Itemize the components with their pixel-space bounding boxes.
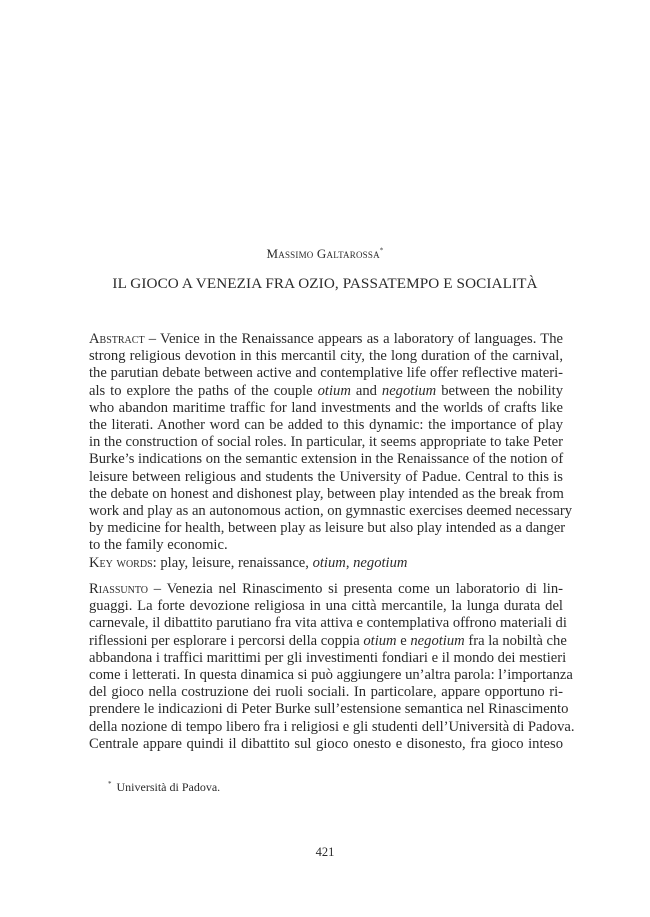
abstract-line: leisure between religious and students the University of Padue. Central to this is	[89, 468, 563, 485]
abstract-label: Abstract	[89, 331, 145, 347]
footnote-text: Università di Padova.	[116, 780, 221, 794]
abstract-line: in the construction of social roles. In particular, it seems appropriate to take Peter	[89, 434, 563, 451]
abstract-line: by medicine for health, between play as leisure but also play intended as a danger	[89, 520, 566, 537]
riassunto-line: guaggi. La forte devozione religiosa in una città mercantile, la lunga durata del	[89, 598, 563, 615]
riassunto-line: prendere le indicazioni di Peter Burke sull’estensione semantica nel Rinascimento	[89, 701, 569, 718]
footnote-marker: *	[108, 780, 112, 788]
author-name-text: Massimo Galtarossa	[266, 246, 380, 261]
abstract-line: to the family economic.	[89, 537, 228, 554]
abstract-line: who abandon maritime traffic for land investments and the worlds of crafts like	[89, 399, 563, 416]
keywords-line: Key words: play, leisure, renaissance, otium, negotium	[89, 555, 408, 571]
keywords-label: Key words	[89, 555, 153, 571]
riassunto-line: della nozione di tempo libero fra i religiosi e gli studenti dell’Università di Padova.	[89, 718, 575, 735]
author-footnote-marker: *	[379, 246, 384, 255]
riassunto-line: Centrale appare quindi il dibattito sul gioco onesto e disonesto, fra gioco inteso	[89, 735, 563, 752]
riassunto-line: del gioco nella costruzione dei ruoli sociali. In particolare, appare opportuno ri-	[89, 684, 563, 701]
page-number: 421	[315, 845, 335, 859]
footnote	[108, 780, 220, 795]
riassunto-label: Riassunto	[89, 581, 149, 597]
riassunto-paragraph	[89, 581, 575, 753]
abstract-line: Burke’s indications on the semantic extension in the Renaissance of the notion of	[89, 451, 564, 468]
abstract-line: the debate on honest and dishonest play, between play intended as the break from	[89, 485, 564, 502]
abstract-line: the literati. Another word can be added to this dynamic: the importance of play	[89, 417, 563, 434]
abstract-line: work and play as an autonomous action, on gymnastic exercises deemed necessary	[89, 503, 573, 520]
riassunto-line: carnevale, il dibattito parutiano fra vita attiva e contemplativa offrono materiali di	[89, 615, 567, 632]
riassunto-line: riflessioni per esplorare i percorsi della coppia otium e negotium fra la nobiltà che	[89, 632, 567, 649]
riassunto-line: abbandona i traffici marittimi per gli investimenti fondiari e il mondo dei mestieri	[89, 649, 567, 666]
abstract-line: als to explore the paths of the couple otium and negotium between the nobility	[89, 382, 563, 399]
abstract-line: the parutian debate between active and contemplative life offer reflective materi-	[89, 365, 563, 382]
riassunto-line: come i letterati. In questa dinamica si può aggiungere un’altra parola: l’importanza	[89, 667, 573, 684]
abstract-line: Abstract – Venice in the Renaissance appears as a laboratory of languages. The	[89, 331, 563, 347]
abstract-line: strong religious devotion in this mercantil city, the long duration of the carnival,	[89, 348, 563, 365]
riassunto-line: Riassunto – Venezia nel Rinascimento si presenta come un laboratorio di lin-	[89, 581, 563, 597]
author-name	[0, 246, 650, 262]
abstract-paragraph	[89, 331, 573, 555]
article-title: IL GIOCO A VENEZIA FRA OZIO, PASSATEMPO E SOCIALITÀ	[112, 275, 538, 292]
